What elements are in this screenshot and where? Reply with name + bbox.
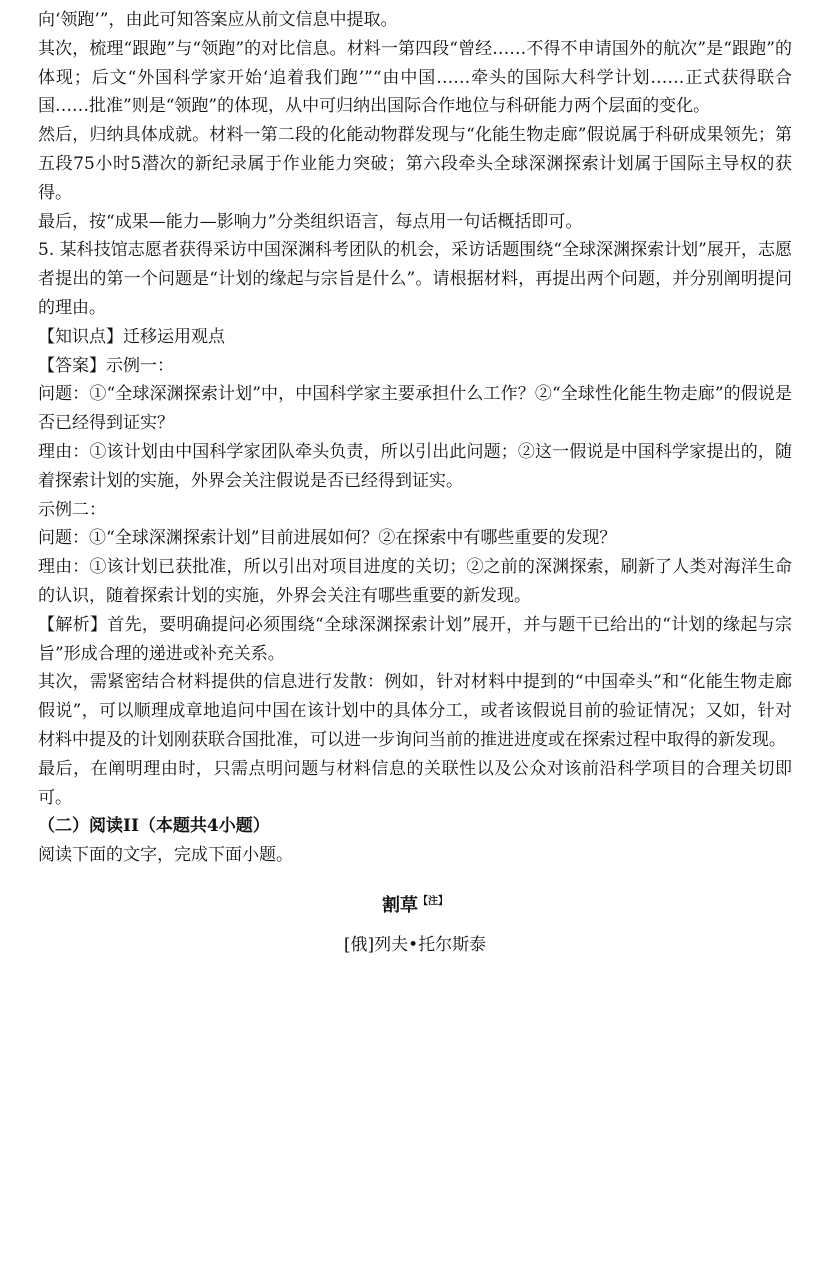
analysis-first: 【解析】首先，要明确提问必须围绕“全球深渊探索计划”展开，并与题干已给出的“计划的缘起与宗旨”形成合理的递进或补充关系。 <box>38 614 792 664</box>
paragraph-answer-source: 向‘领跑’”，由此可知答案应从前文信息中提取。 <box>38 10 398 30</box>
analysis-last: 最后，在阐明理由时，只需点明问题与材料信息的关联性以及公众对该前沿科学项目的合理关切即可。 <box>38 758 792 808</box>
story-title-block <box>38 888 792 921</box>
paragraph-compare-info: 其次，梳理“跟跑”与“领跑”的对比信息。材料一第四段“曾经……不得不申请国外的航次”是“跟跑”的体现；后文“外国科学家开始‘追着我们跑’”“由中国……牵头的国际大科学计划……正式获得联合国……批准”则是“领跑”的体现，从中可归纳出国际合作地位与科研能力两个层面的变化。 <box>38 38 792 117</box>
document-page <box>38 6 792 960</box>
reading-instruction: 阅读下面的文字，完成下面小题。 <box>38 845 293 866</box>
answer-example-1-reasons: 理由：①该计划由中国科学家团队牵头负责，所以引出此问题；②这一假说是中国科学家提出的，随着探索计划的实施，外界会关注假说是否已经得到证实。 <box>38 441 792 491</box>
story-title: 割草 <box>382 894 418 916</box>
section-heading: （二）阅读II（本题共4小题） <box>38 816 270 837</box>
analysis-second: 其次，需紧密结合材料提供的信息进行发散：例如，针对材料中提到的“中国牵头”和“化能生物走廊假说”，可以顺理成章地追问中国在该计划中的具体分工，或者该假说目前的验证情况；又如，针对材料中提及的计划刚获联合国批准，可以进一步询问当前的推进进度或在探索过程中取得的新发现。 <box>38 672 792 750</box>
knowledge-point: 【知识点】迁移运用观点 <box>38 326 225 347</box>
story-author: [俄]列夫•托尔斯泰 <box>343 934 487 955</box>
answer-example-1-questions: 问题：①“全球深渊探索计划”中，中国科学家主要承担什么工作？②“全球性化能生物走廊”的假说是否已经得到证实？ <box>38 384 792 434</box>
answer-example-2-reasons: 理由：①该计划已获批准，所以引出对项目进度的关切；②之前的深渊探索，刷新了人类对海洋生命的认识，随着探索计划的实施，外界会关注有哪些重要的新发现。 <box>38 557 792 606</box>
question-5: 5. 某科技馆志愿者获得采访中国深渊科考团队的机会，采访话题围绕“全球深渊探索计划”展开，志愿者提出的第一个问题是“计划的缘起与宗旨是什么”。请根据材料，再提出两个问题，并分别阐明提问的理由。 <box>38 240 792 318</box>
answer-example-1-label: 【答案】示例一： <box>38 355 174 376</box>
answer-example-2-label: 示例二： <box>38 499 106 520</box>
answer-example-2-questions: 问题：①“全球深渊探索计划”目前进展如何？②在探索中有哪些重要的发现？ <box>38 528 617 549</box>
paragraph-organize: 最后，按“成果—能力—影响力”分类组织语言，每点用一句话概括即可。 <box>38 211 583 232</box>
story-title-note: 【注】 <box>418 895 448 907</box>
paragraph-achievements: 然后，归纳具体成就。材料一第二段的化能动物群发现与“化能生物走廊”假说属于科研成果领先；第五段75小时5潜次的新纪录属于作业能力突破；第六段牵头全球深渊探索计划属于国际主导权的获得。 <box>38 125 792 203</box>
